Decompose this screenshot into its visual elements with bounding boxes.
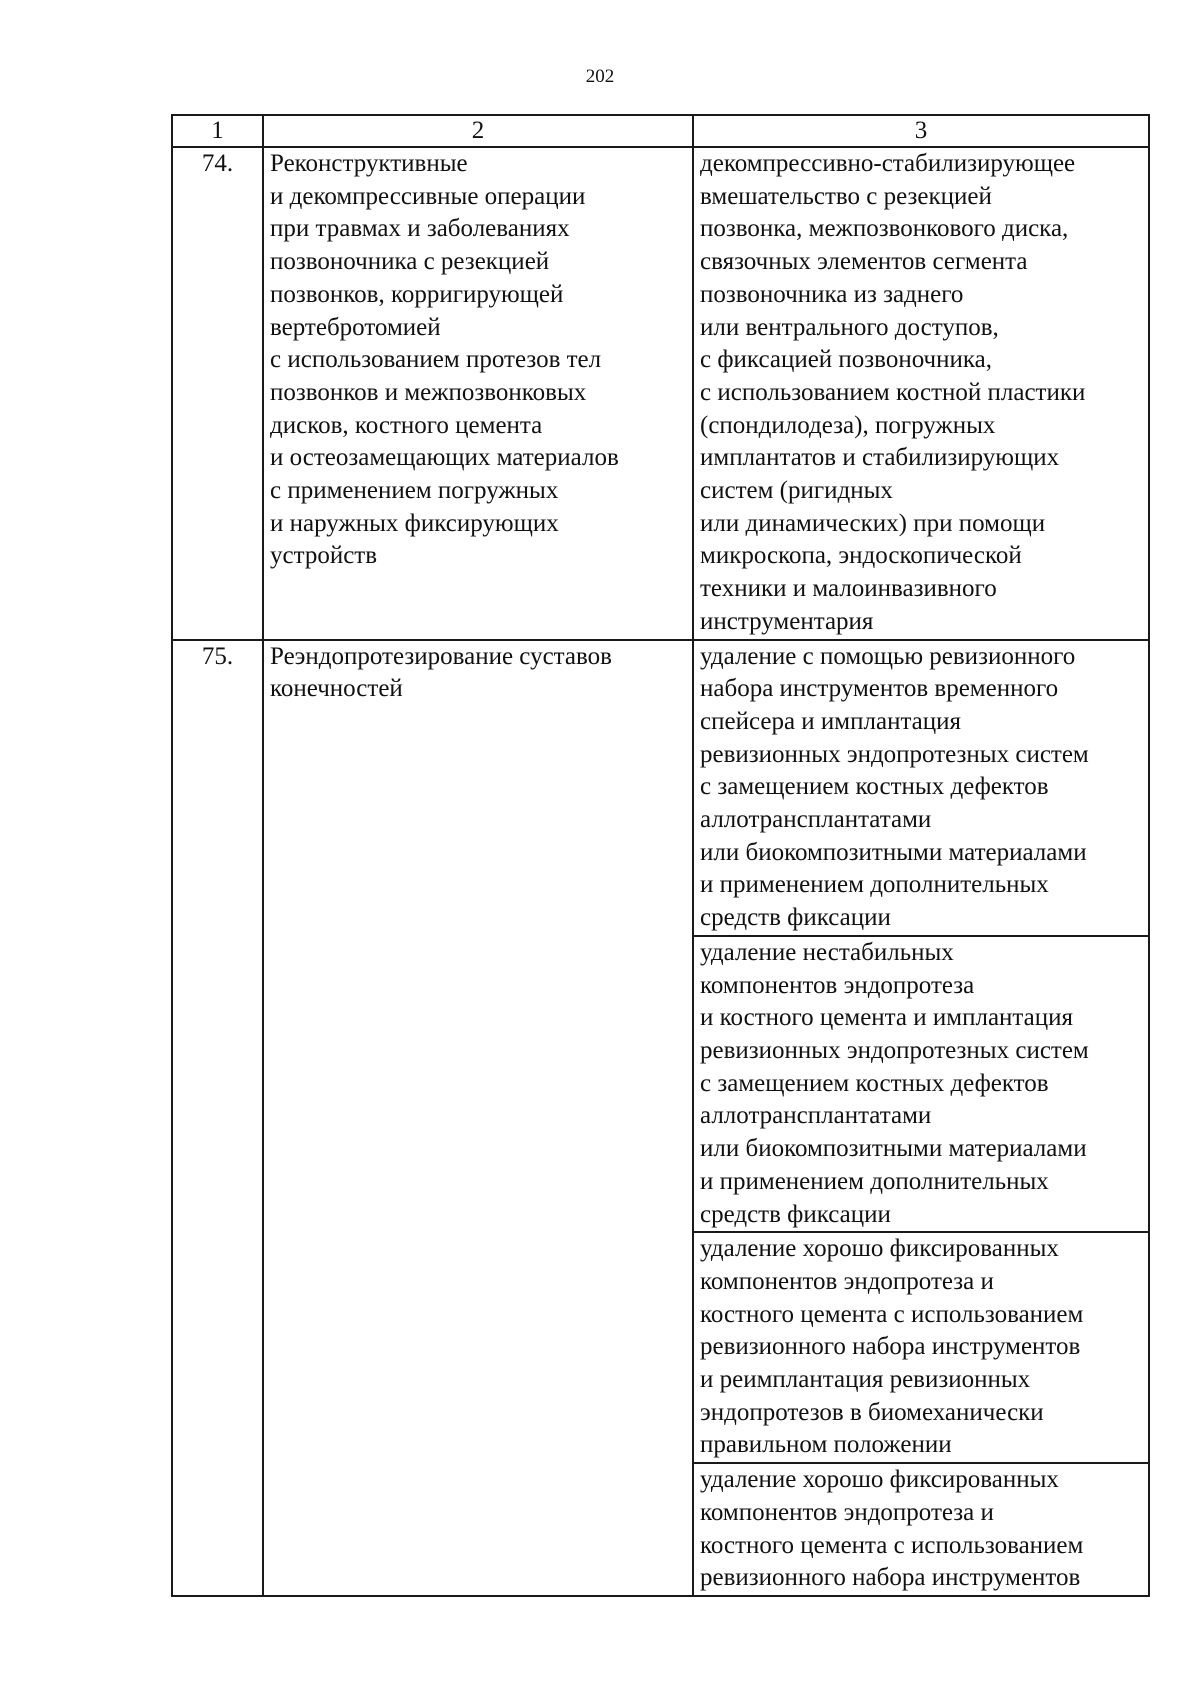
column-header-number: 1 (172, 115, 263, 147)
text-line: компонентов эндопротеза (700, 971, 975, 999)
text-line: Реконструктивные (270, 150, 468, 177)
treatment-method (693, 640, 1149, 936)
text-line: и реимплантация ревизионных (700, 1366, 1031, 1394)
text-line: эндопротезов в биомеханически (700, 1398, 1044, 1426)
row-number: 74. (172, 147, 263, 640)
text-line: систем (ригидных (700, 477, 893, 505)
text-line: спейсера и имплантация (700, 707, 962, 735)
text-line: и остеозамещающих материалов (270, 444, 619, 472)
text-line: аллотрансплантатами (700, 806, 932, 834)
text-line: вертебротомией (270, 313, 441, 341)
text-line: микроскопа, эндоскопической (700, 542, 1022, 570)
text-line: и применением дополнительных (700, 871, 1049, 899)
text-line: костного цемента с использованием (700, 1531, 1084, 1559)
text-line: техники и малоинвазивного (700, 575, 997, 603)
text-line: с использованием костной пластики (700, 378, 1086, 406)
table-row (172, 147, 1149, 640)
treatment-method (693, 1463, 1149, 1596)
text-line: компонентов эндопротеза и (700, 1267, 994, 1295)
treatment-method (693, 147, 1149, 640)
text-line: и применением дополнительных (700, 1167, 1049, 1195)
table-row (172, 640, 1149, 936)
text-line: удаление нестабильных (700, 938, 954, 966)
text-line: костного цемента с использованием (700, 1300, 1084, 1328)
text-line: средств фиксации (700, 904, 891, 932)
text-line: или динамических) при помощи (700, 509, 1046, 537)
procedure-name (263, 640, 693, 1596)
text-line: и костного цемента и имплантация (700, 1004, 1073, 1032)
text-line: и декомпрессивные операции (270, 182, 586, 210)
text-line: или биокомпозитными материалами (700, 1135, 1087, 1163)
table-header-row (172, 115, 1149, 147)
text-line: (спондилодеза), погружных (700, 411, 996, 439)
text-line: ревизионного набора инструментов (700, 1333, 1081, 1361)
text-line: при травмах и заболеваниях (270, 215, 570, 243)
text-line: аллотрансплантатами (700, 1102, 932, 1130)
text-line: правильном положении (700, 1431, 952, 1459)
text-line: Реэндопротезирование суставов (270, 642, 612, 670)
text-line: удаление хорошо фиксированных (700, 1235, 1059, 1263)
text-line: с использованием протезов тел (270, 346, 602, 374)
text-line: позвонков и межпозвонковых (270, 378, 587, 406)
text-line: удаление хорошо фиксированных (700, 1466, 1059, 1494)
text-line: с фиксацией позвоночника, (700, 346, 992, 374)
text-line: или вентрального доступов, (700, 313, 999, 341)
text-line: позвонков, корригирующей (270, 280, 564, 308)
text-line: инструментария (700, 607, 874, 635)
text-line: набора инструментов временного (700, 675, 1059, 703)
text-line: дисков, костного цемента (270, 411, 543, 439)
column-header-method: 3 (693, 115, 1149, 147)
procedures-table (171, 114, 1150, 1597)
text-line: имплантатов и стабилизирующих (700, 444, 1060, 472)
treatment-method (693, 936, 1149, 1232)
text-line: связочных элементов сегмента (700, 248, 1028, 276)
text-line: компонентов эндопротеза и (700, 1498, 994, 1526)
page-number: 202 (585, 66, 615, 87)
text-line: позвоночника из заднего (700, 280, 964, 308)
table-body (172, 147, 1149, 1596)
text-line: вмешательство с резекцией (700, 182, 992, 210)
text-line: с замещением костных дефектов (700, 1069, 1049, 1097)
row-number: 75. (172, 640, 263, 1596)
text-line: ревизионного набора инструментов (700, 1564, 1081, 1592)
text-line: позвонка, межпозвонкового диска, (700, 215, 1069, 243)
text-line: и наружных фиксирующих (270, 509, 559, 537)
text-line: с замещением костных дефектов (700, 773, 1049, 801)
text-line: ревизионных эндопротезных систем (700, 1036, 1089, 1064)
procedure-name (263, 147, 693, 640)
text-line: позвоночника с резекцией (270, 248, 550, 276)
column-header-name: 2 (263, 115, 693, 147)
text-line: ревизионных эндопротезных систем (700, 740, 1089, 768)
text-line: или биокомпозитными материалами (700, 838, 1087, 866)
text-line: устройств (270, 542, 378, 570)
text-line: конечностей (270, 675, 403, 703)
treatment-method (693, 1232, 1149, 1463)
text-line: декомпрессивно-стабилизирующее (700, 150, 1076, 177)
text-line: средств фиксации (700, 1200, 891, 1228)
text-line: с применением погружных (270, 477, 559, 505)
text-line: удаление с помощью ревизионного (700, 642, 1076, 670)
